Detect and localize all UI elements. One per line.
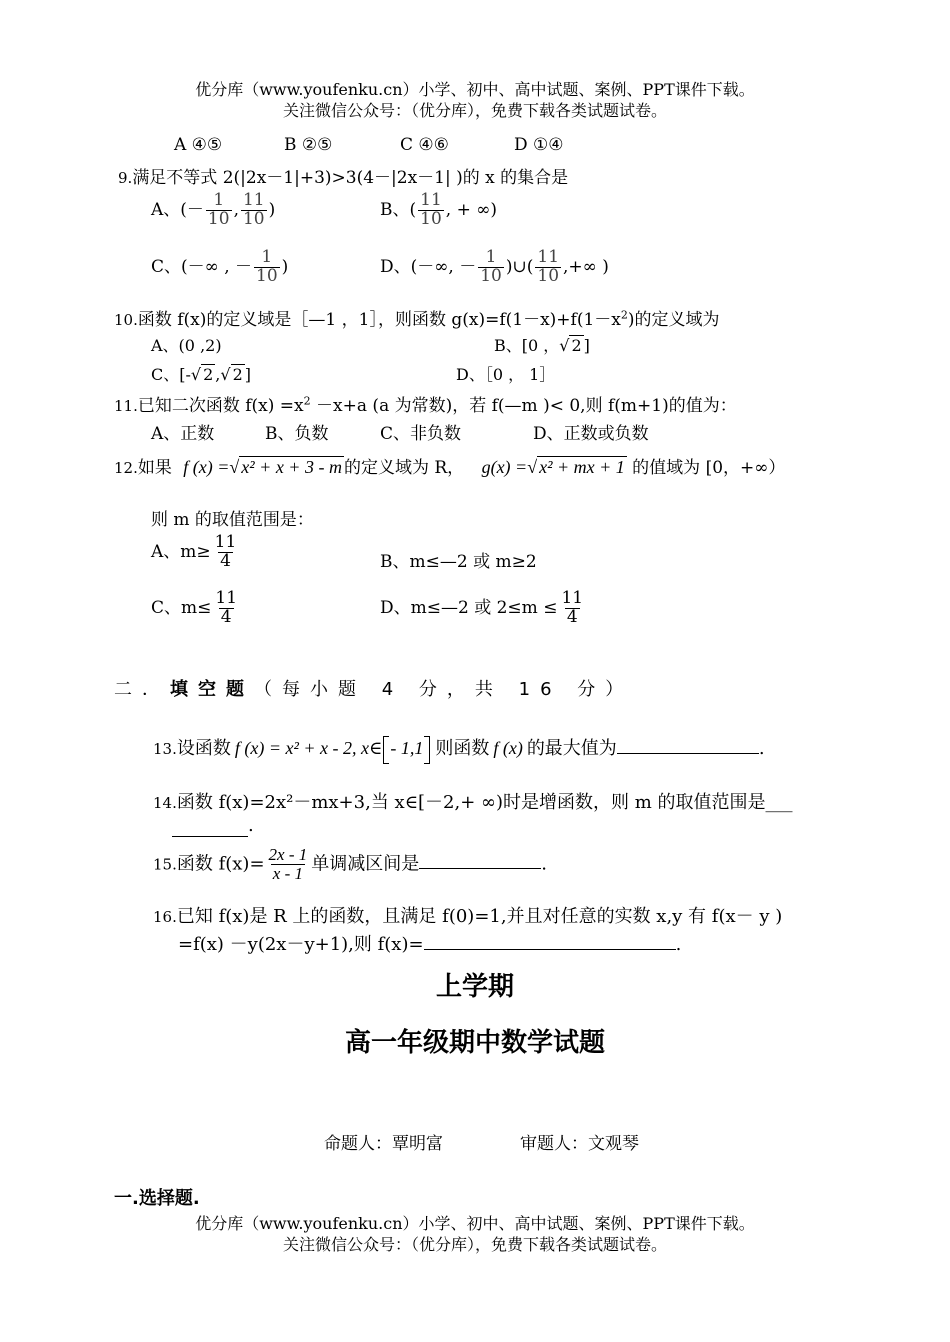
- question-11: [114, 391, 737, 416]
- question-stem: 函数 f(x)的定义域是［—1 ，1］，则函数 g(x)=f(1－x)+f(1－x: [137, 310, 621, 330]
- question-14: [153, 788, 793, 814]
- question-13: 13.设函数 f (x) = x² + x - 2, x∈ - 1,1 则函数 f (x) 的最大值为 .: [153, 734, 765, 764]
- formula: f (x) = x² + x - 2, x∈ - 1,1: [235, 738, 431, 758]
- footer-line-2: 关注微信公众号：（优分库），免费下载各类试题试卷。: [282, 1235, 667, 1254]
- question-number: 14.: [153, 794, 177, 812]
- question-stem: 已知 f(x)是 R 上的函数，且满足 f(0)=1,并且对任意的实数 x,y 有 f(x－ y ): [176, 906, 783, 927]
- sqrt: √ 2: [190, 365, 214, 384]
- question-15: 15.函数 f(x)= $\frac{2x - 1}{x - 1}$ 单调减区间是 .: [153, 845, 547, 883]
- footer-line-1: 优分库（www.youfenku.cn）小学、初中、高中试题、案例、PPT课件下载。: [195, 1214, 755, 1233]
- question-9: [118, 163, 568, 188]
- q12-option-c: C、m≤ $\frac{11}{4}$: [151, 588, 238, 627]
- formula-f: f (x) =√ x² + x + 3 - m: [183, 457, 342, 477]
- title-exam: 高一年级期中数学试题: [344, 1028, 605, 1058]
- question-stem: 设函数: [176, 738, 231, 759]
- q8-option-a: A ④⑤: [174, 135, 223, 155]
- question-14-line-2: .: [172, 815, 254, 837]
- question-16: [153, 902, 782, 928]
- fraction: $\frac{11}{4}$: [215, 588, 238, 627]
- q8-option-c: C ④⑥: [400, 135, 449, 155]
- question-stem: 的最大值为: [526, 738, 617, 759]
- question-stem: 单调减区间是: [311, 853, 420, 875]
- header-line-1: 优分库（www.youfenku.cn）小学、初中、高中试题、案例、PPT课件下载。: [195, 80, 755, 99]
- q12-option-a: A、m≥ $\frac{11}{4}$: [151, 532, 237, 571]
- option-text: ,+∞ ): [563, 256, 609, 277]
- option-text: D、(－∞, －: [380, 256, 477, 277]
- fraction: $\frac{1}{10}$: [480, 247, 502, 286]
- q9-option-b: [380, 192, 497, 229]
- question-number: 16.: [153, 908, 177, 926]
- fraction: $\frac{11}{10}$: [242, 190, 265, 229]
- answer-blank: [424, 949, 676, 950]
- question-stem: )的定义域为: [627, 310, 720, 330]
- question-stem: 则函数: [435, 738, 490, 759]
- formula: f (x): [493, 738, 523, 758]
- answer-blank: [419, 868, 541, 869]
- question-number: 15.: [153, 855, 177, 874]
- question-stem: 函数 f(x)=2x²－mx+3,当 x∈[－2,+ ∞)时是增函数，则 m 的取值范围是___: [176, 792, 793, 813]
- question-number: 11.: [114, 397, 138, 415]
- question-10: [114, 305, 720, 330]
- fraction: $\frac{11}{10}$: [420, 190, 442, 229]
- section-1-heading: 一.选择题.: [114, 1188, 200, 1209]
- option-text: ): [281, 256, 289, 277]
- q12-line-2: 则 m 的取值范围是：: [151, 510, 314, 530]
- q10-option-b: B、[0 ，√ 2 ]: [494, 336, 590, 355]
- option-text: ): [268, 199, 276, 220]
- section-2-heading: 二．填空题（每小题 4 分，共 16 分）: [114, 679, 634, 700]
- question-stem: =f(x) －y(2x－y+1),则 f(x)=: [178, 934, 424, 955]
- q12-option-b: B、m≤—2 或 m≥2: [380, 552, 537, 572]
- option-text: ,: [233, 199, 239, 220]
- option-text: A、(－: [151, 199, 204, 220]
- question-stem: 满足不等式 2(|2x－1|+3)>3(4－|2x－1| )的 x 的集合是: [132, 168, 569, 188]
- answer-blank: [617, 753, 759, 754]
- fraction: $\frac{1}{10}$: [207, 190, 230, 229]
- setter: 命题人：覃明富: [324, 1134, 443, 1154]
- q9-option-c: [151, 249, 288, 286]
- q11-option-b: B、负数: [265, 424, 329, 444]
- q9-option-a: [151, 192, 275, 229]
- q12-option-d: D、m≤—2 或 2≤m ≤ $\frac{11}{4}$: [380, 588, 584, 627]
- question-12: [114, 453, 785, 478]
- fraction: $\frac{11}{4}$: [561, 588, 584, 627]
- question-stem: 的值域为 [0，+∞）: [632, 458, 786, 478]
- superscript: 2: [620, 308, 628, 322]
- question-16-line-2: =f(x) －y(2x－y+1),则 f(x)= .: [178, 934, 682, 955]
- fraction: $\frac{11}{4}$: [214, 532, 237, 571]
- q8-option-d: D ①④: [514, 135, 564, 155]
- question-number: 12.: [114, 459, 138, 477]
- fraction: $\frac{1}{10}$: [256, 247, 278, 286]
- question-number: 13.: [153, 740, 177, 758]
- option-text: )∪(: [505, 256, 534, 277]
- title-term: 上学期: [435, 972, 514, 1002]
- reviewer: 审题人：文观琴: [520, 1134, 639, 1154]
- q10-option-a: A、(0 ,2): [151, 336, 222, 355]
- option-text: , + ∞): [445, 199, 498, 220]
- answer-blank: [172, 815, 248, 837]
- question-stem: －x+a (a 为常数)，若 f(—m )< 0,则 f(m+1)的值为：: [310, 396, 737, 416]
- question-stem: 已知二次函数 f(x) =x: [137, 396, 304, 416]
- question-stem: 的定义域为 R，: [343, 458, 465, 478]
- q10-option-d: D、［0 ， 1］: [456, 365, 556, 384]
- question-stem: 函数 f(x)=: [176, 853, 265, 875]
- q10-option-c: C、[-√ 2 ,√ 2 ]: [151, 365, 252, 384]
- option-text: C、(－∞ , －: [151, 256, 253, 277]
- superscript: 2: [303, 394, 311, 408]
- option-text: B、(: [380, 199, 417, 220]
- fraction: $\frac{11}{10}$: [537, 247, 560, 286]
- formula-g: g(x) =√ x² + mx + 1: [481, 457, 625, 477]
- q8-option-b: B ②⑤: [284, 135, 333, 155]
- q11-option-c: C、非负数: [380, 424, 462, 444]
- sqrt: √ 2: [220, 365, 243, 384]
- fraction: $\frac{2x - 1}{x - 1}$: [268, 845, 308, 883]
- q11-option-a: A、正数: [151, 424, 215, 444]
- header-line-2: 关注微信公众号：（优分库），免费下载各类试题试卷。: [282, 101, 667, 120]
- question-number: 9.: [118, 169, 133, 187]
- q11-option-d: D、正数或负数: [533, 424, 649, 444]
- question-stem: 如果: [137, 458, 172, 478]
- q9-option-d: [380, 249, 609, 286]
- sqrt: √ 2: [559, 336, 582, 355]
- question-number: 10.: [114, 311, 138, 329]
